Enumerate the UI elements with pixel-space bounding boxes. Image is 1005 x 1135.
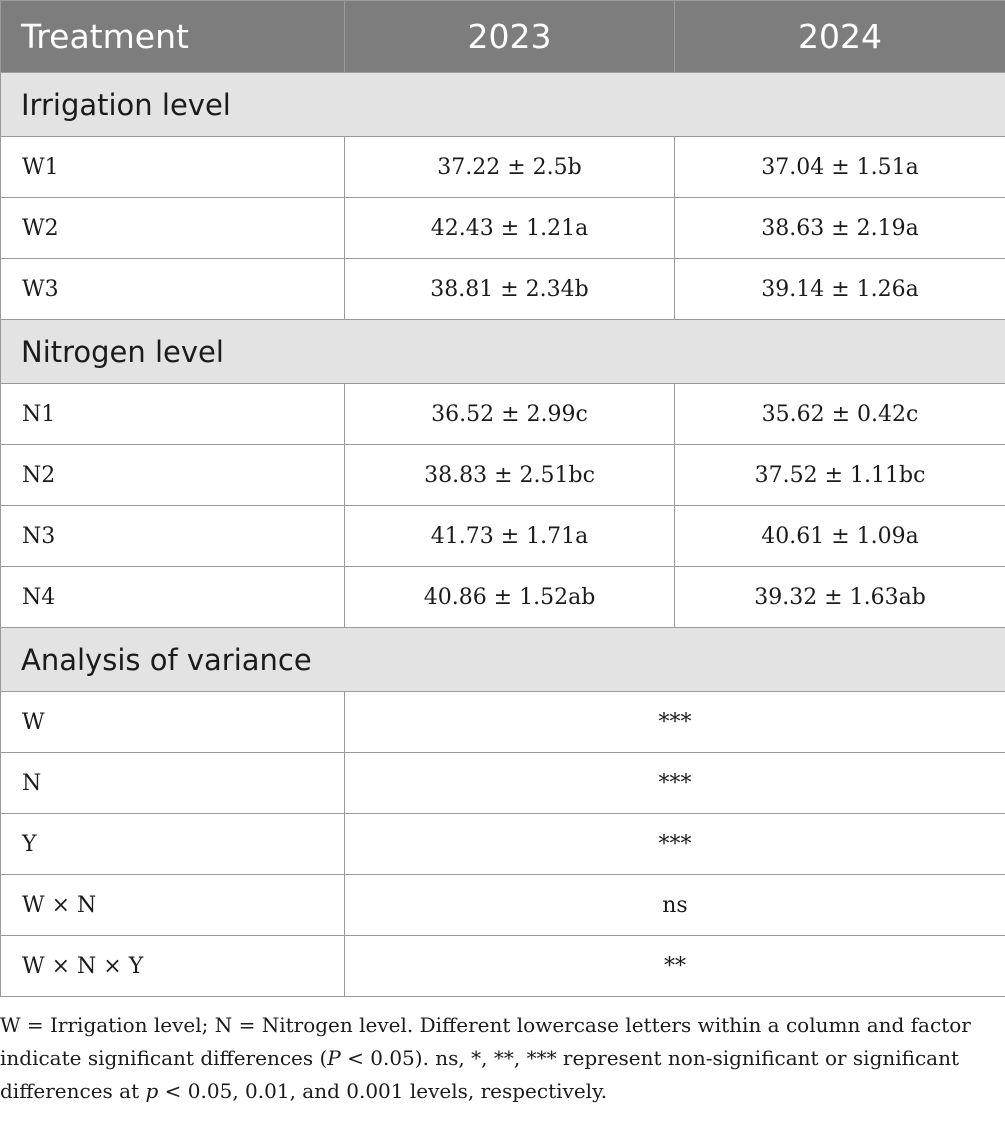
table-row bbox=[1, 814, 1005, 875]
cell-2024: 39.14 ± 1.26a bbox=[675, 259, 1005, 320]
table-row bbox=[1, 567, 1005, 628]
row-label: N2 bbox=[1, 445, 345, 506]
cell-2024: 37.04 ± 1.51a bbox=[675, 137, 1005, 198]
cell-2024: 37.52 ± 1.11bc bbox=[675, 445, 1005, 506]
table-row bbox=[1, 445, 1005, 506]
cell-2024: 38.63 ± 2.19a bbox=[675, 198, 1005, 259]
header-2024: 2024 bbox=[675, 1, 1005, 73]
row-label: W × N bbox=[1, 875, 345, 936]
row-label: W1 bbox=[1, 137, 345, 198]
cell-2023: 42.43 ± 1.21a bbox=[345, 198, 675, 259]
cell-2023: 38.81 ± 2.34b bbox=[345, 259, 675, 320]
row-label: N4 bbox=[1, 567, 345, 628]
table-row bbox=[1, 506, 1005, 567]
section-title: Irrigation level bbox=[1, 73, 1005, 137]
row-label: W bbox=[1, 692, 345, 753]
cell-2023: 41.73 ± 1.71a bbox=[345, 506, 675, 567]
table-row bbox=[1, 137, 1005, 198]
cell-2024: 40.61 ± 1.09a bbox=[675, 506, 1005, 567]
table-row bbox=[1, 753, 1005, 814]
significance-cell: *** bbox=[345, 692, 1005, 753]
footnote-p-lower: p bbox=[145, 1079, 159, 1103]
table-row bbox=[1, 692, 1005, 753]
cell-2024: 35.62 ± 0.42c bbox=[675, 384, 1005, 445]
row-label: N1 bbox=[1, 384, 345, 445]
header-row bbox=[1, 1, 1005, 73]
table-row bbox=[1, 875, 1005, 936]
cell-2024: 39.32 ± 1.63ab bbox=[675, 567, 1005, 628]
row-label: N3 bbox=[1, 506, 345, 567]
significance-cell: *** bbox=[345, 753, 1005, 814]
row-label: W2 bbox=[1, 198, 345, 259]
section-irrigation bbox=[1, 73, 1005, 137]
footnote-part-3: < 0.05, 0.01, and 0.001 levels, respectively. bbox=[158, 1079, 608, 1103]
header-2023: 2023 bbox=[345, 1, 675, 73]
table-row bbox=[1, 936, 1005, 997]
footnote-p-upper: P bbox=[327, 1046, 341, 1070]
significance-cell: ** bbox=[345, 936, 1005, 997]
section-title: Nitrogen level bbox=[1, 320, 1005, 384]
row-label: N bbox=[1, 753, 345, 814]
header-treatment: Treatment bbox=[1, 1, 345, 73]
section-title: Analysis of variance bbox=[1, 628, 1005, 692]
table-footnote bbox=[0, 1009, 985, 1108]
cell-2023: 38.83 ± 2.51bc bbox=[345, 445, 675, 506]
row-label: W3 bbox=[1, 259, 345, 320]
footnote-part-2: < 0.05). ns, *, **, *** represent non-significant or significant differences at bbox=[0, 1046, 960, 1103]
table-row bbox=[1, 384, 1005, 445]
footnote-part-1: W = Irrigation level; N = Nitrogen level. Different lowercase letters within a column and factor indicate significant differences ( bbox=[0, 1013, 971, 1070]
section-anova bbox=[1, 628, 1005, 692]
row-label: W × N × Y bbox=[1, 936, 345, 997]
cell-2023: 36.52 ± 2.99c bbox=[345, 384, 675, 445]
significance-cell: ns bbox=[345, 875, 1005, 936]
row-label: Y bbox=[1, 814, 345, 875]
table-row bbox=[1, 198, 1005, 259]
section-nitrogen bbox=[1, 320, 1005, 384]
table-row bbox=[1, 259, 1005, 320]
cell-2023: 40.86 ± 1.52ab bbox=[345, 567, 675, 628]
significance-cell: *** bbox=[345, 814, 1005, 875]
cell-2023: 37.22 ± 2.5b bbox=[345, 137, 675, 198]
